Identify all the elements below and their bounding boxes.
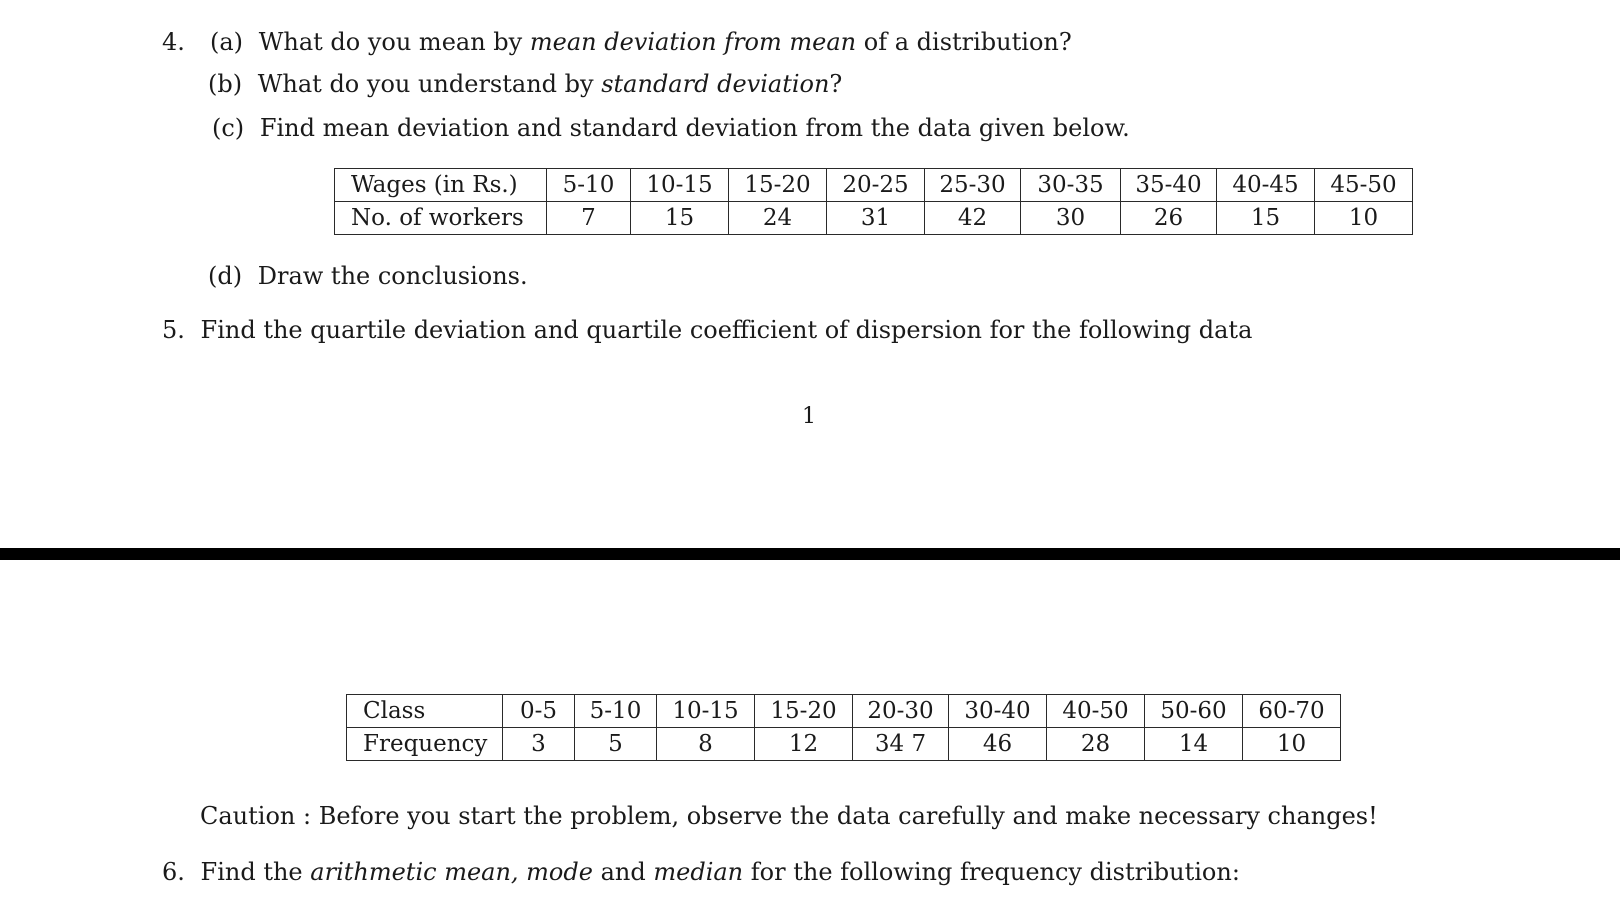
question-4c <box>212 114 1130 142</box>
page-divider <box>0 548 1620 560</box>
table-cell: 35-40 <box>1121 169 1217 202</box>
question-5-number: 5. <box>162 316 185 344</box>
table-cell: 10 <box>1243 728 1341 761</box>
table-header-cell: No. of workers <box>335 202 547 235</box>
class-table-row-class <box>347 695 1341 728</box>
table-cell: 10-15 <box>657 695 755 728</box>
question-5 <box>162 316 1252 344</box>
table-cell: 15 <box>1217 202 1315 235</box>
table-cell: 7 <box>547 202 631 235</box>
question-4b <box>208 70 842 98</box>
table-cell: 50-60 <box>1145 695 1243 728</box>
wages-table <box>334 168 1413 235</box>
table-cell: 30-35 <box>1021 169 1121 202</box>
table-header-cell: Class <box>347 695 503 728</box>
table-cell: 40-50 <box>1047 695 1145 728</box>
table-cell: 24 <box>729 202 827 235</box>
table-cell: 15 <box>631 202 729 235</box>
question-6-text-after: for the following frequency distribution: <box>750 858 1240 886</box>
table-cell: 30-40 <box>949 695 1047 728</box>
table-cell: 5-10 <box>547 169 631 202</box>
table-cell: 3 <box>503 728 575 761</box>
table-cell: 42 <box>925 202 1021 235</box>
question-4b-text-before: What do you understand by <box>257 70 594 98</box>
table-cell: 25-30 <box>925 169 1021 202</box>
question-4a <box>210 28 1072 56</box>
question-6-italic-2: median <box>653 858 744 886</box>
question-4b-text-after: ? <box>829 70 843 98</box>
question-5-text: Find the quartile deviation and quartile coefficient of dispersion for the following data <box>200 316 1253 344</box>
table-cell: 34 7 <box>853 728 949 761</box>
table-header-cell: Wages (in Rs.) <box>335 169 547 202</box>
table-cell: 10-15 <box>631 169 729 202</box>
question-6-italic-1: arithmetic mean, mode <box>310 858 593 886</box>
question-4a-text-before: What do you mean by <box>258 28 523 56</box>
question-4d <box>208 262 528 290</box>
table-cell: 0-5 <box>503 695 575 728</box>
question-4a-text-after: of a distribution? <box>863 28 1072 56</box>
class-frequency-table <box>346 694 1341 761</box>
question-4a-italic: mean deviation from mean <box>529 28 857 56</box>
table-cell: 30 <box>1021 202 1121 235</box>
question-4d-label: (d) <box>208 262 243 290</box>
table-cell: 14 <box>1145 728 1243 761</box>
table-cell: 10 <box>1315 202 1413 235</box>
table-cell: 8 <box>657 728 755 761</box>
question-6-number: 6. <box>162 858 185 886</box>
table-cell: 15-20 <box>729 169 827 202</box>
class-table-row-frequency <box>347 728 1341 761</box>
table-cell: 46 <box>949 728 1047 761</box>
table-cell: 31 <box>827 202 925 235</box>
question-4d-text: Draw the conclusions. <box>257 262 528 290</box>
question-4c-label: (c) <box>212 114 245 142</box>
wages-table-row-workers <box>335 202 1413 235</box>
table-cell: 5-10 <box>575 695 657 728</box>
wages-table-row-wages <box>335 169 1413 202</box>
table-cell: 28 <box>1047 728 1145 761</box>
table-cell: 5 <box>575 728 657 761</box>
table-cell: 15-20 <box>755 695 853 728</box>
question-4-number: 4. <box>162 28 185 56</box>
question-6 <box>162 858 1240 886</box>
table-cell: 60-70 <box>1243 695 1341 728</box>
question-4b-italic: standard deviation <box>601 70 830 98</box>
table-header-cell: Frequency <box>347 728 503 761</box>
table-cell: 26 <box>1121 202 1217 235</box>
page-number: 1 <box>802 404 816 429</box>
table-cell: 12 <box>755 728 853 761</box>
question-6-text-middle: and <box>600 858 646 886</box>
table-cell: 20-30 <box>853 695 949 728</box>
caution-note: Caution : Before you start the problem, observe the data carefully and make necessary changes! <box>200 802 1378 830</box>
question-4a-label: (a) <box>210 28 244 56</box>
table-cell: 40-45 <box>1217 169 1315 202</box>
question-6-text-before: Find the <box>200 858 303 886</box>
question-4c-text: Find mean deviation and standard deviation from the data given below. <box>259 114 1130 142</box>
table-cell: 45-50 <box>1315 169 1413 202</box>
question-4b-label: (b) <box>208 70 243 98</box>
table-cell: 20-25 <box>827 169 925 202</box>
